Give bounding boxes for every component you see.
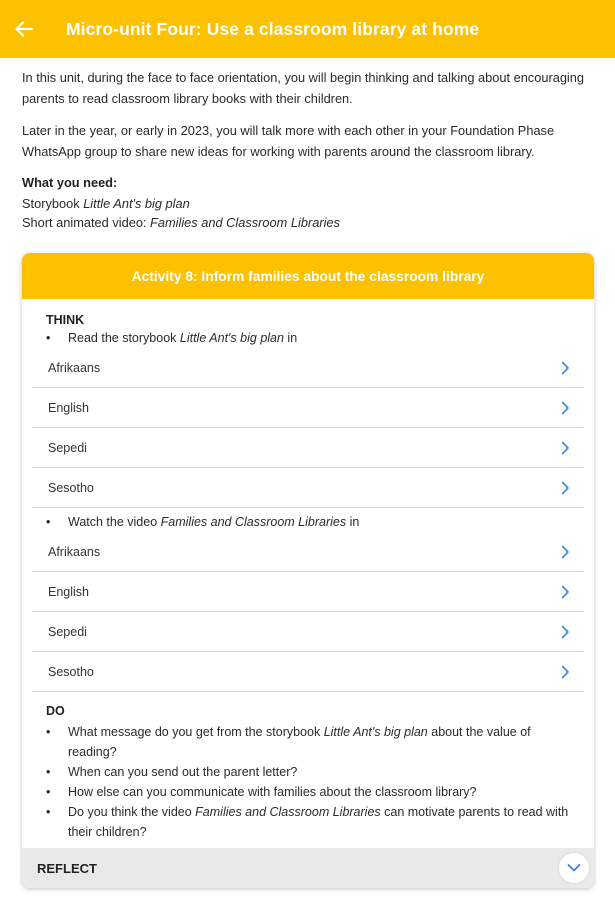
chevron-down-icon bbox=[567, 863, 581, 873]
what-you-need-heading: What you need: bbox=[22, 175, 118, 190]
watch-prefix: Watch the video bbox=[68, 515, 161, 529]
watch-video-bullet bbox=[32, 512, 584, 532]
app-bar bbox=[0, 0, 615, 58]
do-question-4 bbox=[32, 802, 584, 842]
do-q4-prefix: Do you think the video bbox=[68, 805, 196, 819]
storybook-link-label: Sepedi bbox=[48, 440, 87, 455]
need-storybook-title: Little Ant's big plan bbox=[83, 196, 190, 211]
video-link-afrikaans[interactable] bbox=[32, 532, 584, 572]
activity-title: Activity 8: Inform families about the classroom library bbox=[22, 253, 594, 299]
chevron-right-icon bbox=[560, 481, 570, 495]
storybook-link-label: Afrikaans bbox=[48, 360, 101, 375]
video-link-label: Sepedi bbox=[48, 624, 87, 639]
video-link-english[interactable] bbox=[32, 572, 584, 612]
read-storybook-bullet bbox=[32, 328, 584, 348]
video-link-sesotho[interactable] bbox=[32, 652, 584, 692]
video-link-label: English bbox=[48, 584, 89, 599]
reflect-expand-button[interactable] bbox=[559, 853, 589, 883]
think-label: THINK bbox=[46, 313, 85, 327]
storybook-language-list bbox=[32, 348, 584, 508]
chevron-right-icon bbox=[560, 441, 570, 455]
bullet-dot: • bbox=[46, 515, 51, 529]
do-question-2 bbox=[32, 762, 584, 782]
storybook-link-afrikaans[interactable] bbox=[32, 348, 584, 388]
chevron-right-icon bbox=[560, 625, 570, 639]
storybook-link-label: Sesotho bbox=[48, 480, 94, 495]
read-suffix: in bbox=[283, 331, 298, 345]
bullet-dot: • bbox=[46, 805, 51, 819]
chevron-right-icon bbox=[560, 665, 570, 679]
do-question-4-text bbox=[68, 802, 584, 842]
chevron-right-icon bbox=[560, 545, 570, 559]
do-q4-suffix: can motivate parents to read with their children? bbox=[68, 805, 569, 839]
video-language-list bbox=[32, 532, 584, 692]
bullet-dot: • bbox=[46, 725, 51, 739]
do-label: DO bbox=[46, 704, 65, 718]
need-video-title: Families and Classroom Libraries bbox=[150, 215, 340, 230]
read-storybook-text bbox=[68, 328, 584, 348]
storybook-link-sesotho[interactable] bbox=[32, 468, 584, 508]
do-question-1 bbox=[32, 722, 584, 762]
need-video-prefix: Short animated video: bbox=[22, 215, 151, 230]
do-question-2-text: When can you send out the parent letter? bbox=[68, 765, 298, 779]
reflect-label: REFLECT bbox=[37, 860, 97, 876]
intro-section bbox=[0, 58, 615, 232]
watch-suffix: in bbox=[346, 515, 360, 529]
bullet-dot: • bbox=[46, 765, 51, 779]
do-q1-title: Little Ant's big plan bbox=[323, 725, 428, 739]
storybook-link-sepedi[interactable] bbox=[32, 428, 584, 468]
do-question-3-text: How else can you communicate with families about the classroom library? bbox=[68, 785, 477, 799]
video-link-label: Sesotho bbox=[48, 664, 94, 679]
watch-video-text bbox=[68, 512, 584, 532]
read-prefix: Read the storybook bbox=[68, 331, 180, 345]
activity-card bbox=[22, 253, 594, 888]
page-title: Micro-unit Four: Use a classroom library at home bbox=[66, 18, 480, 39]
video-link-label: Afrikaans bbox=[48, 544, 101, 559]
watch-title: Families and Classroom Libraries bbox=[160, 515, 347, 529]
do-q1-prefix: What message do you get from the storybook bbox=[68, 725, 324, 739]
do-q4-title: Families and Classroom Libraries bbox=[195, 805, 381, 819]
need-video bbox=[22, 213, 593, 232]
bullet-dot: • bbox=[46, 785, 51, 799]
intro-paragraph-1: In this unit, during the face to face orientation, you will begin thinking and talking about encouraging parents to read classroom library books with their children. bbox=[22, 70, 585, 106]
chevron-right-icon bbox=[560, 585, 570, 599]
storybook-link-english[interactable] bbox=[32, 388, 584, 428]
video-link-sepedi[interactable] bbox=[32, 612, 584, 652]
reflect-accordion[interactable] bbox=[22, 848, 594, 888]
arrow-left-icon bbox=[14, 19, 34, 39]
need-storybook-prefix: Storybook bbox=[22, 196, 84, 211]
intro-paragraph-2: Later in the year, or early in 2023, you will talk more with each other in your Foundation Phase WhatsApp group to share new ideas for working with parents around the classroom library. bbox=[22, 123, 555, 159]
back-button[interactable] bbox=[0, 0, 48, 58]
bullet-dot: • bbox=[46, 331, 51, 345]
do-q1-suffix: about the value of reading? bbox=[68, 725, 531, 759]
storybook-link-label: English bbox=[48, 400, 89, 415]
do-question-3 bbox=[32, 782, 584, 802]
chevron-right-icon bbox=[560, 361, 570, 375]
read-title: Little Ant's big plan bbox=[179, 331, 284, 345]
chevron-right-icon bbox=[560, 401, 570, 415]
do-question-1-text bbox=[68, 722, 584, 762]
need-storybook bbox=[22, 194, 593, 213]
